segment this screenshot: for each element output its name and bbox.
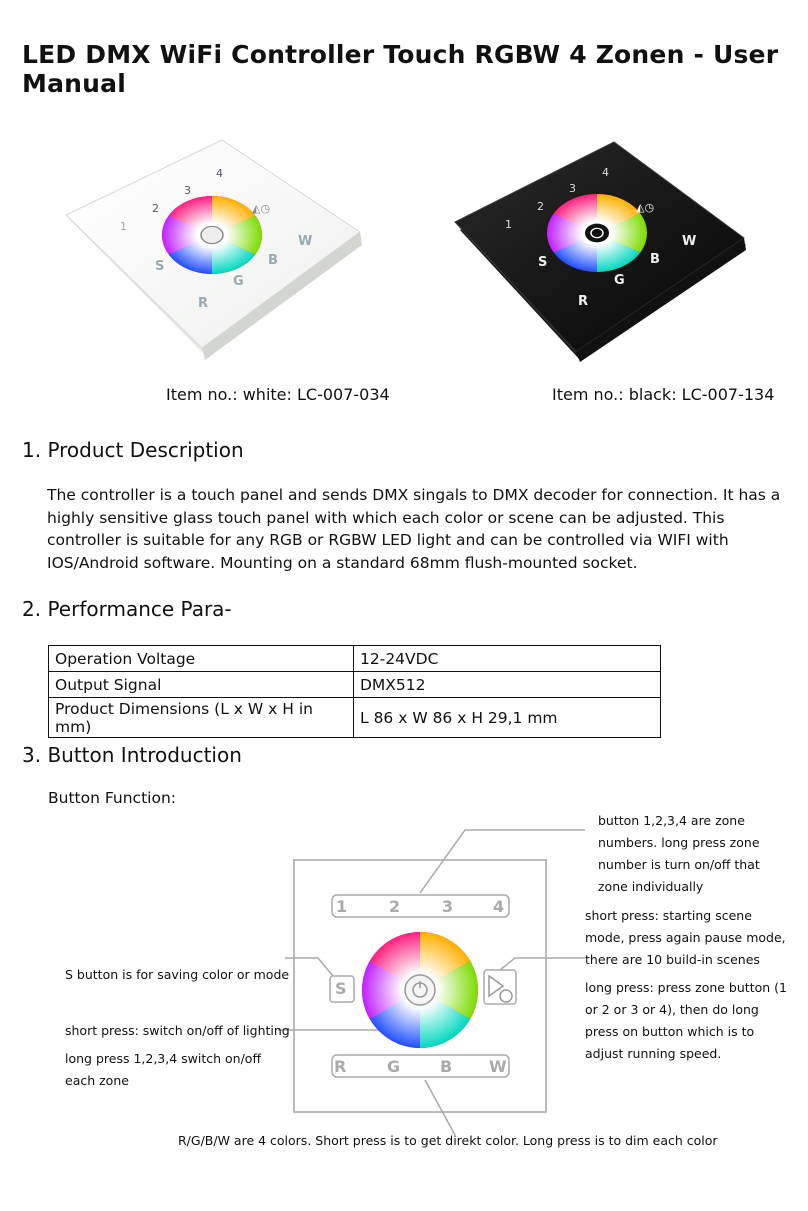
diagram-zone-2: 2: [389, 897, 401, 916]
white-item-number: Item no.: white: LC-007-034: [166, 385, 390, 404]
svg-text:R: R: [198, 296, 209, 311]
black-item-number: Item no.: black: LC-007-134: [552, 385, 775, 404]
note-save-button: S button is for saving color or mode: [65, 967, 290, 982]
section-heading-performance: 2. Performance Para-: [22, 597, 232, 621]
svg-text:B: B: [650, 252, 660, 267]
note-scene-long: long press: press zone button (1 or 2 or 3 or 4), then do long press on button which is to adjust running speed.: [585, 980, 787, 1061]
svg-text:4: 4: [602, 166, 609, 179]
svg-text:◭◷: ◭◷: [252, 202, 271, 215]
note-power-short: short press: switch on/off of lighting: [65, 1023, 290, 1038]
table-cell: 12-24VDC: [354, 646, 661, 672]
button-function-label: Button Function:: [48, 789, 176, 807]
svg-text:G: G: [233, 274, 244, 289]
svg-text:1: 1: [120, 220, 127, 233]
note-scene-short: short press: starting scene mode, press again pause mode, there are 10 build-in scenes: [585, 908, 786, 967]
table-cell: DMX512: [354, 672, 661, 698]
svg-text:1: 1: [505, 218, 512, 231]
scene-icon: [489, 976, 512, 1002]
note-zone-buttons: button 1,2,3,4 are zone numbers. long press zone number is turn on/off that zone individually: [598, 813, 760, 894]
table-cell: Product Dimensions (L x W x H in mm): [49, 698, 354, 738]
svg-text:4: 4: [216, 167, 223, 180]
product-description: The controller is a touch panel and sends DMX singals to DMX decoder for connection. It has a highly sensitive glass touch panel with which each color or scene can be adjusted. This controller is suitable for any RGB or RGBW LED light and can be controlled via WIFI with IOS/Android software. Mounting on a standard 68mm flush-mounted socket.: [47, 486, 781, 572]
diagram-zone-1: 1: [336, 897, 348, 916]
page-title: LED DMX WiFi Controller Touch RGBW 4 Zonen - User Manual: [22, 40, 779, 98]
svg-text:W: W: [298, 234, 313, 249]
svg-text:G: G: [614, 273, 625, 288]
svg-text:S: S: [155, 259, 165, 274]
svg-text:R: R: [578, 294, 589, 309]
diagram-color-w: W: [489, 1057, 507, 1076]
diagram-zone-4: 4: [493, 897, 505, 916]
svg-text:2: 2: [152, 202, 159, 215]
table-cell: L 86 x W 86 x H 29,1 mm: [354, 698, 661, 738]
svg-text:3: 3: [569, 182, 576, 195]
diagram-save-button: S: [335, 979, 347, 998]
power-icon: [405, 975, 435, 1005]
table-cell: Operation Voltage: [49, 646, 354, 672]
svg-text:W: W: [682, 234, 697, 249]
svg-text:2: 2: [537, 200, 544, 213]
diagram-color-g: G: [387, 1057, 401, 1076]
svg-text:B: B: [268, 253, 278, 268]
diagram-color-b: B: [440, 1057, 453, 1076]
svg-text:◭◷: ◭◷: [636, 201, 655, 214]
note-color-buttons: R/G/B/W are 4 colors. Short press is to get direkt color. Long press is to dim each color: [178, 1133, 718, 1148]
section-heading-buttons: 3. Button Introduction: [22, 743, 242, 767]
diagram-zone-3: 3: [442, 897, 454, 916]
note-power-long: long press 1,2,3,4 switch on/off each zone: [65, 1051, 262, 1088]
diagram-color-r: R: [334, 1057, 347, 1076]
svg-text:3: 3: [184, 184, 191, 197]
svg-text:S: S: [538, 255, 548, 270]
section-heading-description: 1. Product Description: [22, 438, 244, 462]
table-cell: Output Signal: [49, 672, 354, 698]
